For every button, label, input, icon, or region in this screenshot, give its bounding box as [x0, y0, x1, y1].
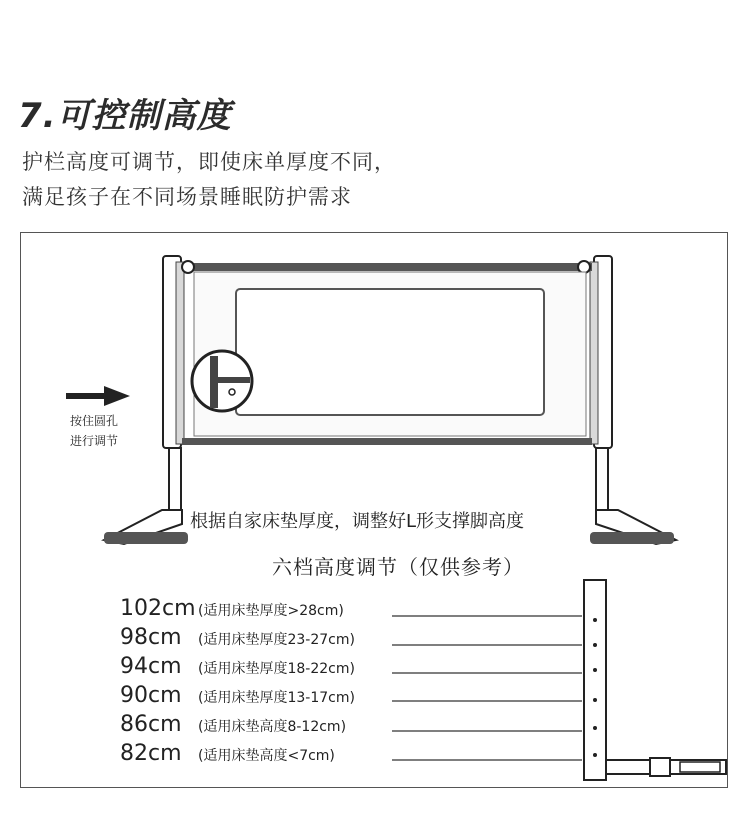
level-row — [120, 654, 355, 680]
right-leg — [590, 448, 676, 544]
level-note: (适用床垫高度<7cm) — [198, 748, 335, 764]
level-note: (适用床垫厚度23-27cm) — [198, 632, 355, 648]
mesh-window — [236, 289, 544, 415]
bottom-rail — [182, 438, 592, 445]
level-guide-lines — [392, 616, 582, 760]
level-height: 102cm — [120, 596, 196, 621]
description-line-1: 护栏高度可调节，即使床单厚度不同， — [22, 150, 396, 174]
left-post — [163, 256, 184, 448]
description-line-2: 满足孩子在不同场景睡眠防护需求 — [22, 185, 352, 209]
level-height: 94cm — [120, 654, 182, 679]
level-row — [120, 741, 335, 767]
level-note: (适用床垫厚度18-22cm) — [198, 661, 355, 677]
level-height: 82cm — [120, 741, 182, 766]
level-height: 90cm — [120, 683, 182, 708]
level-height: 86cm — [120, 712, 182, 737]
adjust-caption: 根据自家床垫厚度，调整好L形支撑脚高度 — [190, 511, 525, 532]
level-row — [120, 596, 344, 622]
height-bracket — [584, 580, 726, 780]
level-note: (适用床垫厚度13-17cm) — [198, 690, 355, 706]
level-row — [120, 683, 355, 709]
left-leg — [104, 448, 188, 544]
level-row — [120, 625, 355, 651]
levels-heading: 六档高度调节（仅供参考） — [272, 555, 524, 579]
top-rail — [182, 263, 592, 271]
press-note-line-2: 进行调节 — [70, 434, 119, 448]
press-note-line-1: 按住圆孔 — [70, 414, 119, 428]
arrow-right-icon — [66, 386, 130, 406]
level-height: 98cm — [120, 625, 182, 650]
right-post — [590, 256, 612, 448]
level-row — [120, 712, 346, 738]
zoom-detail — [192, 351, 252, 411]
page-title: 7.可控制高度 — [18, 96, 232, 136]
level-note: (适用床垫厚度>28cm) — [198, 603, 344, 619]
level-note: (适用床垫高度8-12cm) — [198, 719, 347, 735]
